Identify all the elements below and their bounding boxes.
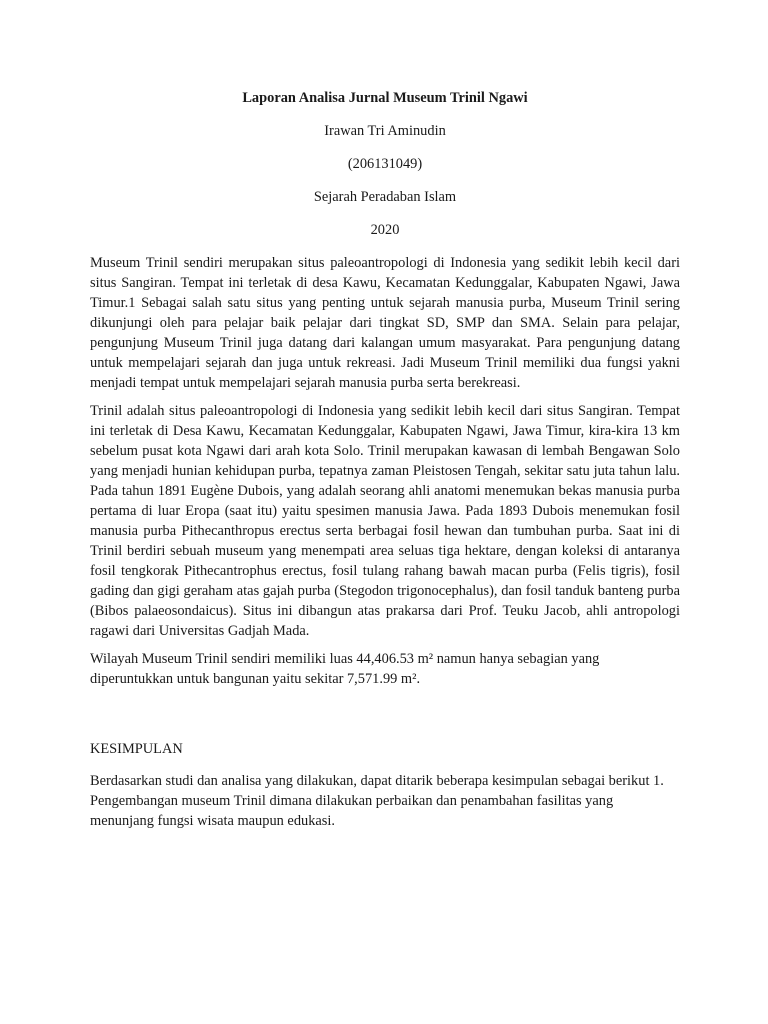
document-title: Laporan Analisa Jurnal Museum Trinil Ngawi	[242, 90, 528, 106]
conclusion-paragraph: Berdasarkan studi dan analisa yang dilakukan, dapat ditarik beberapa kesimpulan sebagai berikut 1. Pengembangan museum Trinil dimana dilakukan perbaikan dan penambahan fasilitas yang menunjang fungsi wisata maupun edukasi.	[90, 773, 664, 829]
student-id: (206131049)	[347, 156, 423, 172]
course-name: Sejarah Peradaban Islam	[313, 189, 457, 205]
conclusion-heading: KESIMPULAN	[90, 741, 183, 757]
body-paragraph-1: Museum Trinil sendiri merupakan situs paleoantropologi di Indonesia yang sedikit lebih kecil dari situs Sangiran. Tempat ini terletak di desa Kawu, Kecamatan Kedunggalar, Kabupaten Ngawi, Jawa Timur.1 Sebagai salah satu situs yang penting untuk sejarah manusia purba, Museum Trinil sering dikunjungi oleh para pelajar baik pelajar dari tingkat SD, SMP dan SMA. Selain para pelajar, pengunjung Museum Trinil juga datang dari kalangan umum masyarakat. Para pengunjung datang untuk mempelajari sejarah dan juga untuk rekreasi. Jadi Museum Trinil memiliki dua fungsi yakni menjadi tempat untuk mempelajari sejarah manusia purba serta berekreasi.	[90, 255, 680, 391]
body-paragraph-2: Trinil adalah situs paleoantropologi di Indonesia yang sedikit lebih kecil dari situs Sangiran. Tempat ini terletak di Desa Kawu, Kecamatan Kedunggalar, Kabupaten Ngawi, Jawa Timur, kira-kira 13 km sebelum pusat kota Ngawi dari arah kota Solo. Trinil merupakan kawasan di lembah Bengawan Solo yang menjadi hunian kehidupan purba, tepatnya zaman Pleistosen Tengah, sekitar satu juta tahun lalu. Pada tahun 1891 Eugène Dubois, yang adalah seorang ahli anatomi menemukan bekas manusia purba pertama di luar Eropa (saat itu) yaitu spesimen manusia Jawa. Pada 1893 Dubois menemukan fosil manusia purba Pithecanthropus erectus serta berbagai fosil hewan dan tumbuhan purba. Saat ini di Trinil berdiri sebuah museum yang menempati area seluas tiga hektare, dengan koleksi di antaranya fosil tengkorak Pithecantrophus erectus, fosil tulang rahang bawah macan purba (Felis tigris), fosil gading dan gigi geraham atas gajah purba (Stegodon trigonocephalus), dan fosil tanduk banteng purba (Bibos palaeosondaicus). Situs ini dibangun atas prakarsa dari Prof. Teuku Jacob, ahli antropologi ragawi dari Universitas Gadjah Mada.	[90, 403, 680, 639]
document-page	[90, 88, 680, 839]
body-paragraph-3: Wilayah Museum Trinil sendiri memiliki luas 44,406.53 m² namun hanya sebagian yang diperuntukkan untuk bangunan yaitu sekitar 7,571.99 m².	[90, 651, 600, 687]
author-name: Irawan Tri Aminudin	[324, 123, 446, 139]
document-year: 2020	[370, 222, 400, 238]
